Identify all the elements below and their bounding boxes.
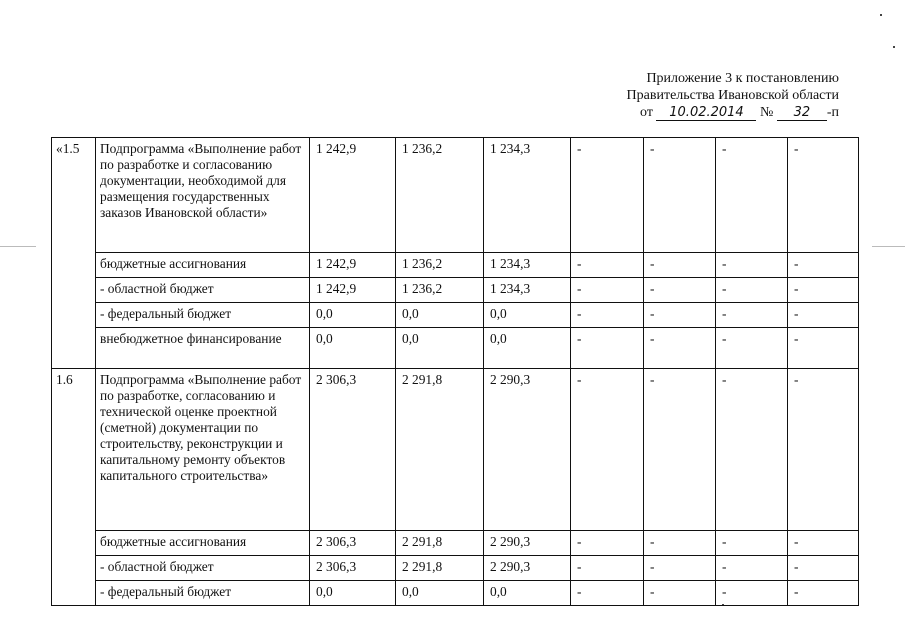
table-row <box>52 581 859 606</box>
dash-cell: - <box>644 278 716 303</box>
dash-cell: - <box>644 556 716 581</box>
dash-cell: - <box>788 253 859 278</box>
appendix-line-1: Приложение 3 к постановлению <box>646 71 839 86</box>
value-cell: 0,0 <box>310 581 396 606</box>
row-name: бюджетные ассигнования <box>96 253 310 278</box>
dash-cell: - <box>788 278 859 303</box>
dash-cell: - <box>788 369 859 531</box>
dash-cell: - <box>644 328 716 369</box>
dash-cell: - <box>788 303 859 328</box>
value-cell: 1 236,2 <box>396 278 484 303</box>
row-name: - областной бюджет <box>96 556 310 581</box>
value-cell: 2 306,3 <box>310 531 396 556</box>
dash-cell: - <box>788 556 859 581</box>
dash-cell: - <box>644 253 716 278</box>
dash-cell: - <box>788 328 859 369</box>
value-cell: 1 242,9 <box>310 138 396 253</box>
dash-cell: - <box>716 278 788 303</box>
value-cell: 2 291,8 <box>396 556 484 581</box>
dash-cell: - <box>716 328 788 369</box>
dash-cell: - <box>644 531 716 556</box>
value-cell: 0,0 <box>484 581 571 606</box>
dash-cell: - <box>571 253 644 278</box>
dash-cell: - <box>571 531 644 556</box>
row-name: внебюджетное финансирование <box>96 328 310 369</box>
value-cell: 1 242,9 <box>310 253 396 278</box>
row-name: Подпрограмма «Выполнение работ по разработке и согласованию документации, необходимой для размещения государственных заказов Ивановской области» <box>96 138 310 253</box>
dash-cell: - <box>571 303 644 328</box>
row-name: бюджетные ассигнования <box>96 531 310 556</box>
scan-dust-dot <box>893 46 895 48</box>
value-cell: 0,0 <box>396 581 484 606</box>
row-name: - федеральный бюджет <box>96 581 310 606</box>
dash-cell: - <box>788 581 859 606</box>
value-cell: 1 234,3 <box>484 138 571 253</box>
value-cell: 2 290,3 <box>484 556 571 581</box>
scan-edge-mark-right <box>872 246 905 247</box>
dash-cell: - <box>571 581 644 606</box>
value-cell: 2 306,3 <box>310 369 396 531</box>
dash-cell: - <box>716 556 788 581</box>
value-cell: 1 234,3 <box>484 278 571 303</box>
dash-cell: - <box>571 278 644 303</box>
value-cell: 1 236,2 <box>396 253 484 278</box>
table-row <box>52 531 859 556</box>
dash-cell: - <box>788 531 859 556</box>
row-code: 1.6 <box>52 369 96 606</box>
value-cell: 2 291,8 <box>396 369 484 531</box>
row-code: «1.5 <box>52 138 96 369</box>
dash-cell: - <box>571 369 644 531</box>
dash-cell: - <box>716 138 788 253</box>
table-row <box>52 369 859 531</box>
handwritten-number: 32 <box>777 106 827 121</box>
dash-cell: - <box>644 138 716 253</box>
value-cell: 0,0 <box>484 328 571 369</box>
value-cell: 1 236,2 <box>396 138 484 253</box>
dash-cell: - <box>716 369 788 531</box>
dash-cell: - <box>716 581 788 606</box>
row-name: - областной бюджет <box>96 278 310 303</box>
table-row <box>52 303 859 328</box>
dash-cell: - <box>644 581 716 606</box>
value-cell: 0,0 <box>484 303 571 328</box>
table-row <box>52 556 859 581</box>
dash-cell: - <box>788 138 859 253</box>
table-row <box>52 138 859 253</box>
appendix-date-line <box>539 104 839 121</box>
table-row <box>52 278 859 303</box>
value-cell: 1 242,9 <box>310 278 396 303</box>
value-cell: 0,0 <box>310 303 396 328</box>
dash-cell: - <box>644 369 716 531</box>
number-label: № <box>759 105 774 120</box>
value-cell: 1 234,3 <box>484 253 571 278</box>
number-suffix: -п <box>826 105 839 120</box>
value-cell: 0,0 <box>396 303 484 328</box>
table-row <box>52 253 859 278</box>
value-cell: 2 306,3 <box>310 556 396 581</box>
dash-cell: - <box>716 303 788 328</box>
value-cell: 2 290,3 <box>484 369 571 531</box>
handwritten-date: 10.02.2014 <box>656 106 756 121</box>
dash-cell: - <box>716 253 788 278</box>
appendix-line-2: Правительства Ивановской области <box>626 88 839 103</box>
dash-cell: - <box>644 303 716 328</box>
dash-cell: - <box>571 328 644 369</box>
value-cell: 0,0 <box>310 328 396 369</box>
from-label: от <box>640 105 653 120</box>
scan-edge-mark-left <box>0 246 36 247</box>
dash-cell: - <box>571 556 644 581</box>
row-name: - федеральный бюджет <box>96 303 310 328</box>
scan-dust-dot <box>880 14 882 16</box>
value-cell: 0,0 <box>396 328 484 369</box>
value-cell: 2 290,3 <box>484 531 571 556</box>
row-name: Подпрограмма «Выполнение работ по разработке, согласованию и технической оценке проектной (сметной) документации по строительству, реконструкции и капитальному ремонту объектов капитального строительства» <box>96 369 310 531</box>
dash-cell: - <box>571 138 644 253</box>
value-cell: 2 291,8 <box>396 531 484 556</box>
budget-table <box>51 137 859 606</box>
dash-cell: - <box>716 531 788 556</box>
appendix-header <box>539 70 839 121</box>
table-row <box>52 328 859 369</box>
